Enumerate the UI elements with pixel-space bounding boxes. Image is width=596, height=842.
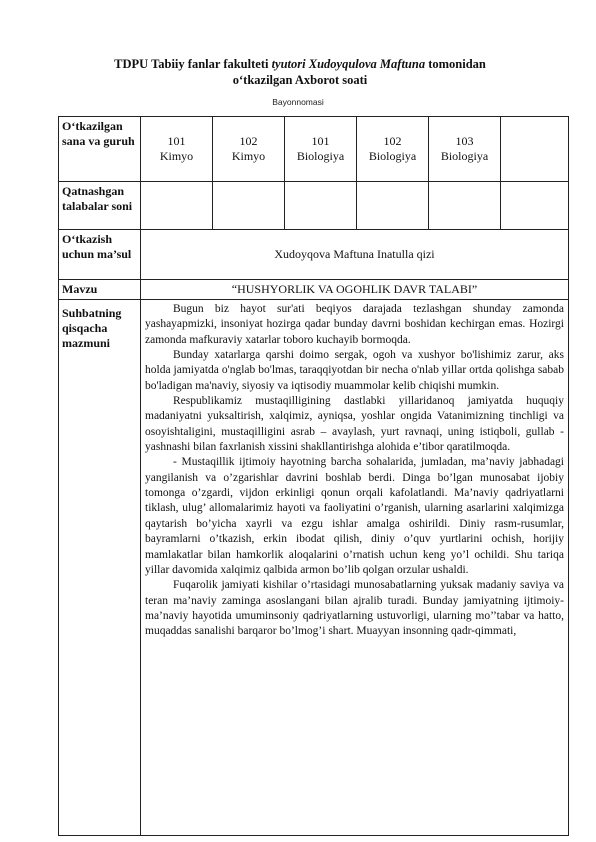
summary-content xyxy=(141,300,569,836)
group-cell: 101 Kimyo xyxy=(141,117,213,182)
header-line-2: o‘tkazilgan Axborot soati xyxy=(232,73,368,87)
attendance-row xyxy=(59,182,569,230)
summary-paragraph: Bunday xatarlarga qarshi doimo sergak, ogoh va xushyor bo'lishimiz zarur, aks holda jamiyatda o'nglab bo'lmas, taraqqiyotdan bir necha o'nlab yillar ortda qolishga sabab bo'ladigan ma'naviy, siyosiy va iqtisodiy muammolar kelib chiqishi mumkin. xyxy=(145,349,564,392)
attendance-label: Qatnashgan talabalar soni xyxy=(59,182,141,230)
summary-paragraph: Bugun biz hayot sur'ati beqiyos darajada tezlashgan shunday zamonda yashayapmizki, insoniyat hozirga qadar bunday davrni boshidan kechirgan emas. Hozirgi zamonda mafkuraviy xatarlar toboro kuchayib bormoqda. xyxy=(145,303,564,346)
attendance-cell xyxy=(501,182,569,230)
header-line-1: TDPU Tabiiy fanlar fakulteti tyutori Xudoyqulova Maftuna tomonidan xyxy=(114,57,486,71)
summary-label: Suhbatning qisqacha mazmuni xyxy=(59,300,141,836)
date-group-label: O‘tkazilgan sana va guruh xyxy=(59,117,141,182)
report-table xyxy=(58,116,569,836)
attendance-cell xyxy=(285,182,357,230)
summary-paragraph: Fuqarolik jamiyati kishilar o’rtasidagi munosabatlarning yuksak madaniy saviya va teran ma’naviy zaminga asoslangani bilan ajralib turadi. Bunday jamiyatning ijtimoiy-ma’naviy hayotida umuminsoniy qadriyatlarning ustuvorligi, ularning mo’’tabar va hatto, muqaddas sanalishi barqaror bo’lmog’i shart. Muayyan insonning qadr-qimmati, xyxy=(145,579,564,638)
document-subtitle: Bayonnomasi xyxy=(272,97,324,107)
responsible-row xyxy=(59,230,569,280)
group-cell: 101 Biologiya xyxy=(285,117,357,182)
attendance-cell xyxy=(429,182,501,230)
attendance-cell xyxy=(213,182,285,230)
empty-cell xyxy=(501,117,569,182)
attendance-cell xyxy=(141,182,213,230)
group-cell: 103 Biologiya xyxy=(429,117,501,182)
topic-value: “HUSHYORLIK VA OGOHLIK DAVR TALABI” xyxy=(141,280,569,300)
group-cell: 102 Biologiya xyxy=(357,117,429,182)
summary-row xyxy=(59,300,569,836)
responsible-label: O‘tkazish uchun ma’sul xyxy=(59,230,141,280)
summary-paragraph: - Mustaqillik ijtimoiy hayotning barcha sohalarida, jumladan, ma’naviy jabhadagi yangilanish va o’zgarishlar davrini boshlab berdi. Dinga bo’lgan munosabat ijobiy tomonga o’zgardi, vijdon erkinligi qonun orqali kafolatlandi. Ma’naviy qadriyatlarni tiklash, ulug’ allomalarimiz hayoti va faoliyatini o’rganish, ularning asarlarini xalqimizga qaytarish bo’yicha xayrli va ezgu ishlar amalga oshirildi. Diniy rasm-rusumlar, bayramlarni o’tkazish, erkin ibodat qilish, diniy o’quv yurtlarini ochish, horijiy mamlakatlar bilan hamkorlik aloqalarini o’rnatish uchun keng yo’l ochildi. Shu tariqa yillar davomida xalqimiz qalbida armon bo’lib qolgan orzular ushaldi. xyxy=(145,456,564,576)
summary-paragraph: Respublikamiz mustaqilligining dastlabki yillaridanoq jamiyatda huquqiy madaniyatni yuksaltirish, xalqimiz, ayniqsa, yoshlar ongida Vatanimizning tinchligi va osoyishtaligini, mustaqilligini asrab – avaylash, yurt ravnaqi, uning istiqboli, gullab - yashnashi bilan faxrlanish xissini shakllantirishga alohida e’tibor qaratilmoqda. xyxy=(145,395,564,454)
attendance-cell xyxy=(357,182,429,230)
document-header xyxy=(60,56,540,88)
responsible-value: Xudoyqova Maftuna Inatulla qizi xyxy=(141,230,569,280)
topic-label: Mavzu xyxy=(59,280,141,300)
group-cell: 102 Kimyo xyxy=(213,117,285,182)
date-group-row xyxy=(59,117,569,182)
topic-row xyxy=(59,280,569,300)
tutor-name: tyutori Xudoyqulova Maftuna xyxy=(271,57,426,71)
